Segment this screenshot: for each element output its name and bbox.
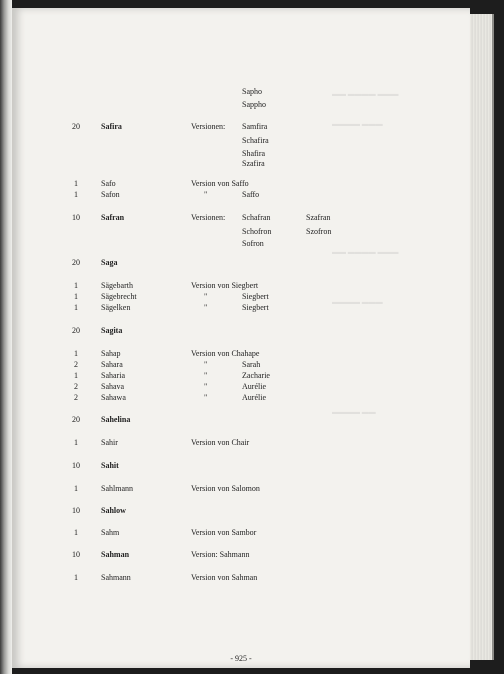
entry-version-type: Version von Chahape [191, 349, 260, 358]
entry-row [12, 87, 470, 101]
entry-version-type: Version von Saffo [191, 179, 249, 188]
entry-number: 1 [74, 349, 78, 358]
entry-name: Sahava [101, 382, 125, 391]
entry-variant: Schafira [242, 136, 269, 145]
entry-row [12, 326, 470, 340]
entry-number: 1 [74, 179, 78, 188]
entry-variant: Samfira [242, 122, 268, 131]
entry-row [12, 506, 470, 520]
entry-number: 10 [72, 461, 80, 470]
entry-name: Sahmann [101, 573, 131, 582]
bleed-through: ▬▬▬ ▬▬▬▬ ▬▬ [332, 248, 399, 256]
entry-number: 20 [72, 258, 80, 267]
entry-name: Sahman [101, 550, 130, 559]
entry-row [12, 415, 470, 429]
entry-number: 1 [74, 190, 78, 199]
entry-variant: Siegbert [242, 292, 269, 301]
entry-name: Safon [101, 190, 120, 199]
entry-row [12, 122, 470, 136]
entry-name: Safira [101, 122, 122, 131]
entry-row [12, 484, 470, 498]
entry-name: Sahawa [101, 393, 126, 402]
bleed-through: ▬▬▬ ▬▬▬▬ [332, 120, 383, 128]
entry-row [12, 190, 470, 204]
entry-name: Sagita [101, 326, 123, 335]
entry-name: Safo [101, 179, 116, 188]
entry-number: 1 [74, 438, 78, 447]
entry-row [12, 550, 470, 564]
book-page [12, 8, 470, 668]
entry-row [12, 136, 470, 150]
entry-name: Sahir [101, 438, 118, 447]
entry-row [12, 159, 470, 173]
entry-number: 2 [74, 393, 78, 402]
entry-row [12, 303, 470, 317]
ditto-mark: " [204, 371, 208, 380]
entry-version-type: Versionen: [191, 122, 226, 131]
entry-number: 20 [72, 415, 80, 424]
entry-name: Sägelken [101, 303, 131, 312]
entry-name: Sahm [101, 528, 120, 537]
entry-row [12, 438, 470, 452]
ditto-mark: " [204, 292, 208, 301]
bleed-through: ▬▬ ▬▬▬▬ [332, 408, 376, 416]
entry-row [12, 258, 470, 272]
entry-number: 10 [72, 213, 80, 222]
entry-variant-secondary: Szofron [306, 227, 332, 236]
entry-version-type: Version von Sahman [191, 573, 258, 582]
entry-variant: Zacharie [242, 371, 270, 380]
entry-variant: Schafran [242, 213, 271, 222]
entry-row [12, 573, 470, 587]
entry-number: 1 [74, 281, 78, 290]
entry-number: 1 [74, 292, 78, 301]
ditto-mark: " [204, 393, 208, 402]
entry-version-type: Version von Siegbert [191, 281, 259, 290]
ditto-mark: " [204, 303, 208, 312]
entry-number: 2 [74, 382, 78, 391]
entry-variant: Schofron [242, 227, 272, 236]
bleed-through: ▬▬▬ ▬▬▬▬ [332, 298, 383, 306]
entry-variant-secondary: Szafran [306, 213, 331, 222]
entry-row [12, 528, 470, 542]
entry-variant: Shafira [242, 149, 266, 158]
entry-number: 1 [74, 303, 78, 312]
ditto-mark: " [204, 360, 208, 369]
entry-variant: Sappho [242, 100, 266, 109]
entry-version-type: Version von Salomon [191, 484, 260, 493]
entry-number: 1 [74, 371, 78, 380]
entry-row [12, 213, 470, 227]
entry-number: 20 [72, 326, 80, 335]
bleed-through: ▬▬▬ ▬▬▬▬ ▬▬ [332, 90, 399, 98]
entry-name: Sahara [101, 360, 123, 369]
entry-number: 1 [74, 573, 78, 582]
entry-name: Saga [101, 258, 118, 267]
entry-name: Sägebrecht [101, 292, 137, 301]
ditto-mark: " [204, 190, 208, 199]
entry-name: Sahlmann [101, 484, 133, 493]
entry-version-type: Version: Sahmann [191, 550, 250, 559]
ditto-mark: " [204, 382, 208, 391]
entry-row [12, 239, 470, 253]
entry-number: 10 [72, 506, 80, 515]
entry-variant: Aurélie [242, 393, 266, 402]
entry-name: Saharia [101, 371, 125, 380]
entry-version-type: Version von Sambor [191, 528, 257, 537]
entry-variant: Sarah [242, 360, 261, 369]
entry-variant: Saffo [242, 190, 260, 199]
entry-name: Sahlow [101, 506, 126, 515]
entry-name: Sahap [101, 349, 121, 358]
entry-number: 2 [74, 360, 78, 369]
entry-row [12, 393, 470, 407]
page-number: - 925 - [230, 654, 252, 663]
entry-variant: Szafira [242, 159, 265, 168]
book-spine [0, 0, 12, 674]
entry-name: Sahelina [101, 415, 131, 424]
entry-name: Sahit [101, 461, 119, 470]
entry-version-type: Version von Chair [191, 438, 250, 447]
entry-number: 1 [74, 484, 78, 493]
entry-version-type: Versionen: [191, 213, 226, 222]
entry-variant: Sapho [242, 87, 262, 96]
entry-variant: Siegbert [242, 303, 269, 312]
entry-variant: Sofron [242, 239, 264, 248]
entry-number: 20 [72, 122, 80, 131]
page-edges [470, 14, 494, 660]
entry-variant: Aurélie [242, 382, 266, 391]
entry-name: Sägebarth [101, 281, 133, 290]
entry-row [12, 100, 470, 114]
entry-name: Safran [101, 213, 125, 222]
entry-number: 10 [72, 550, 80, 559]
entry-row [12, 461, 470, 475]
entry-number: 1 [74, 528, 78, 537]
